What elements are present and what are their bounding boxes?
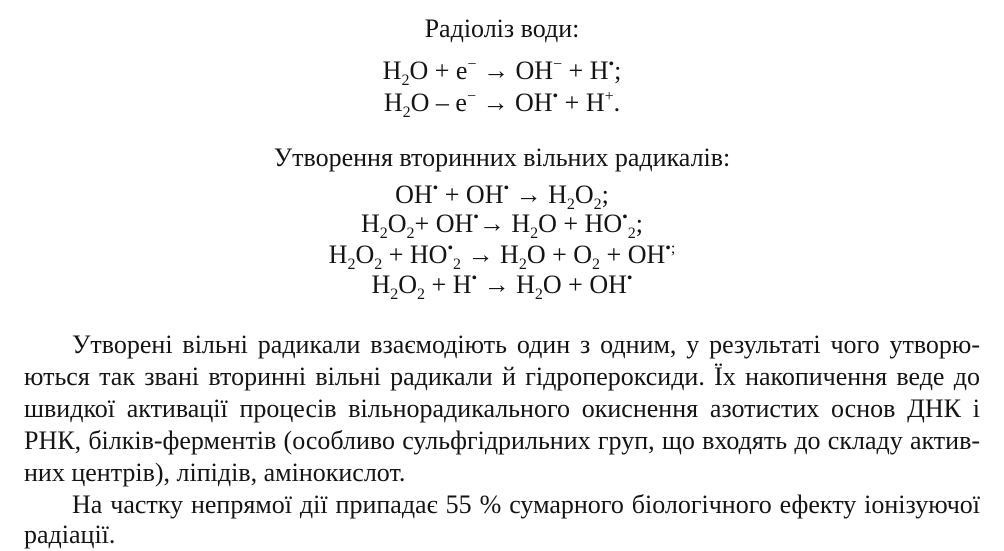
formula-text: → OH	[475, 88, 553, 117]
formula-text: O + HO	[538, 209, 623, 238]
paragraph-line: Утворені вільні радикали взаємодіють один з одним, у результаті чого утворю-	[72, 330, 980, 359]
paragraph-line: них центрів), ліпідів, амінокислот.	[24, 458, 406, 487]
superscript: •	[552, 88, 559, 105]
superscript: −	[553, 56, 563, 73]
formula-text: O – e	[410, 88, 467, 117]
superscript: −	[467, 56, 477, 73]
paragraph-line: ються так звані вторинні вільні радикали й гідропероксиди. Їх накопичення веде до	[24, 362, 980, 391]
formula-text: → OH	[476, 56, 554, 85]
subscript: 2	[592, 256, 601, 273]
formula-text: H	[383, 88, 403, 117]
superscript: •	[626, 270, 633, 287]
equation	[0, 270, 1004, 303]
formula-text: H	[328, 240, 348, 269]
paragraph-line: радіації.	[24, 520, 116, 549]
formula-text: + H	[558, 88, 605, 117]
formula-text: + OH	[600, 240, 666, 269]
superscript: •	[665, 240, 671, 257]
formula-text: O	[574, 180, 594, 209]
formula-text: O	[398, 270, 418, 299]
subscript: 2	[347, 256, 356, 273]
equation	[0, 56, 1004, 89]
heading-radiolysis: Радіоліз води:	[424, 14, 580, 43]
formula-text: + OH	[414, 209, 474, 238]
formula-text: O	[387, 209, 407, 238]
subscript: 2	[518, 256, 527, 273]
subscript: 2	[402, 104, 411, 121]
superscript: •	[447, 240, 454, 257]
equation	[0, 180, 1004, 213]
superscript: •	[608, 56, 615, 73]
formula-text: → H	[477, 270, 535, 299]
formula-text: + H	[562, 56, 609, 85]
subscript: 2	[379, 225, 388, 242]
subscript: 2	[627, 225, 636, 242]
equation	[0, 209, 1004, 242]
formula-text: ;	[635, 209, 643, 238]
formula-text: O + OH	[542, 270, 627, 299]
subscript: 2	[530, 225, 539, 242]
formula-text: + OH	[438, 180, 504, 209]
formula-text: ;	[601, 180, 609, 209]
equation	[0, 88, 1004, 121]
superscript: •	[503, 180, 510, 197]
formula-text: O + e	[409, 56, 468, 85]
formula-text: O	[355, 240, 375, 269]
superscript: −	[466, 88, 476, 105]
formula-text: .	[613, 88, 621, 117]
subscript: 2	[566, 196, 575, 213]
formula-text: O + O	[526, 240, 593, 269]
superscript: •	[622, 209, 628, 226]
superscript: •	[432, 180, 439, 197]
subscript: 2	[593, 196, 602, 213]
heading-secondary-radicals: Утворення вторинних вільних радикалів:	[273, 143, 731, 172]
subscript: 2	[453, 256, 462, 273]
formula-text: + HO	[382, 240, 448, 269]
paragraph-line: На частку непрямої дії припадає 55 % сумарного біологічного ефекту іонізуючої	[72, 490, 980, 519]
formula-text: OH	[395, 180, 433, 209]
formula-text: → H	[461, 240, 519, 269]
subscript: 2	[390, 286, 399, 303]
superscript: •	[471, 270, 478, 287]
subscript: 2	[534, 286, 543, 303]
paragraph-line: швидкої активації процесів вільнорадикального окиснення азотистих основ ДНК і	[24, 394, 980, 423]
equation	[0, 240, 1004, 273]
formula-text: H	[360, 209, 380, 238]
formula-text: + H	[425, 270, 472, 299]
subscript: 2	[406, 225, 415, 242]
formula-text: → H	[509, 180, 567, 209]
superscript: ;	[670, 240, 676, 257]
subscript: 2	[374, 256, 383, 273]
subscript: 2	[417, 286, 426, 303]
formula-text: H	[371, 270, 391, 299]
subscript: 2	[401, 72, 410, 89]
paragraph-line: РНК, білків-ферментів (особливо сульфгідрильних груп, що входять до складу актив-	[24, 426, 980, 455]
superscript: +	[604, 88, 614, 105]
formula-text: → H	[478, 209, 531, 238]
superscript: •	[473, 209, 479, 226]
formula-text: H	[382, 56, 402, 85]
formula-text: ;	[614, 56, 622, 85]
